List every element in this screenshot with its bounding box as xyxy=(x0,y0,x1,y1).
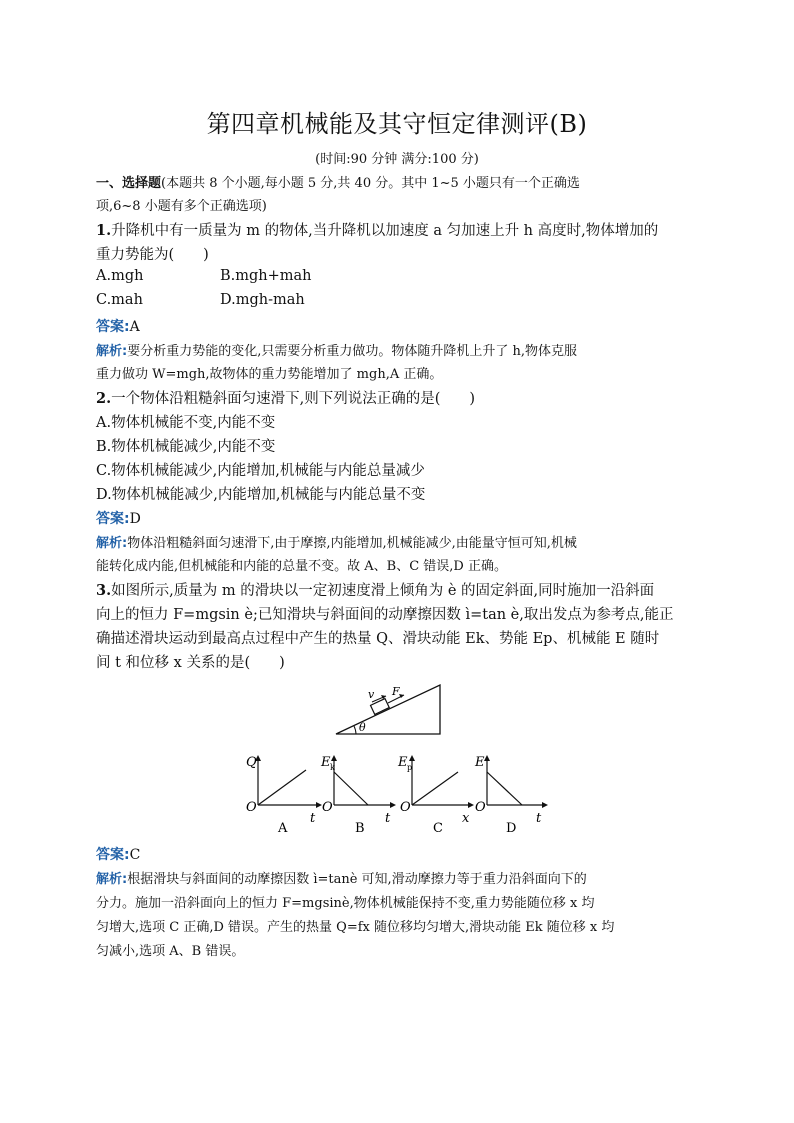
q3-answer-value: C xyxy=(129,847,141,863)
q1-option-d: D.mgh-mah xyxy=(220,292,305,308)
q1-option-a: A.mgh xyxy=(96,268,144,284)
section-desc-2: 项,6~8 小题有多个正确选项) xyxy=(96,199,267,214)
q1-answer-value: A xyxy=(129,319,140,335)
q3-text-3: 确描述滑块运动到最高点过程中产生的热量 Q、滑块动能 Ek、势能 Ep、机械能 E 随时 xyxy=(96,631,660,647)
q1-text-2: 重力势能为( ) xyxy=(96,247,209,263)
q2-option-d: D.物体机械能减少,内能增加,机械能与内能总量不变 xyxy=(96,487,426,503)
q3-expl-text-3: 匀增大,选项 C 正确,D 错误。产生的热量 Q=fx 随位移均匀增大,滑块动能 Ek 随位移 x 均 xyxy=(96,920,615,935)
graph-d-line xyxy=(487,772,522,805)
q3-text-1: 如图所示,质量为 m 的滑块以一定初速度滑上倾角为 è 的固定斜面,同时施加一沿斜面 xyxy=(111,583,655,599)
graph-a-line xyxy=(258,770,306,805)
graph-a-y-label: Q xyxy=(246,755,257,770)
q3-answer-label: 答案: xyxy=(96,847,130,863)
force-label: F xyxy=(392,685,400,698)
graph-c xyxy=(397,755,474,836)
q3-text-4: 间 t 和位移 x 关系的是( ) xyxy=(96,655,285,671)
graph-c-line xyxy=(412,772,458,805)
graph-c-x-label: x xyxy=(462,811,470,826)
graph-b-caption: B xyxy=(355,821,365,836)
q2-expl-text-2: 能转化成内能,但机械能和内能的总量不变。故 A、B、C 错误,D 正确。 xyxy=(96,559,507,574)
velocity-label: v xyxy=(368,688,375,701)
q2-text-1: 一个物体沿粗糙斜面匀速滑下,则下列说法正确的是( ) xyxy=(111,391,476,407)
q1-number: 1. xyxy=(96,222,112,239)
q3-expl-text-4: 匀减小,选项 A、B 错误。 xyxy=(96,944,245,959)
q1-text-1: 升降机中有一质量为 m 的物体,当升降机以加速度 a 匀加速上升 h 高度时,物体增加的 xyxy=(111,223,659,239)
q2-answer-value: D xyxy=(129,511,141,527)
graph-b-y-arrow xyxy=(331,755,337,761)
q1-answer-label: 答案: xyxy=(96,319,130,335)
q2-number: 2. xyxy=(96,390,112,407)
page-title: 第四章机械能及其守恒定律测评(B) xyxy=(206,110,588,138)
q1-option-c: C.mah xyxy=(96,292,143,308)
graph-d-y-label: E xyxy=(475,755,485,770)
q3-explanation-1 xyxy=(96,868,587,887)
graph-c-origin: O xyxy=(400,800,411,815)
graph-b xyxy=(320,755,396,836)
graph-c-y-label: E xyxy=(398,755,408,770)
section-heading: 一、选择题 xyxy=(96,176,162,191)
q3-expl-text-1: 根据滑块与斜面间的动摩擦因数 ì=tanè 可知,滑动摩擦力等于重力沿斜面向下的 xyxy=(127,872,587,887)
q1-expl-text-2: 重力做功 W=mgh,故物体的重力势能增加了 mgh,A 正确。 xyxy=(96,367,443,382)
graph-d-x-arrow xyxy=(542,802,548,808)
q2-option-a: A.物体机械能不变,内能不变 xyxy=(96,415,276,431)
graph-b-origin: O xyxy=(322,800,333,815)
graph-b-line xyxy=(334,772,368,805)
graph-c-x-arrow xyxy=(468,802,474,808)
section-desc-1: (本题共 8 个小题,每小题 5 分,共 40 分。其中 1~5 小题只有一个正确选 xyxy=(161,176,580,191)
incline-triangle xyxy=(336,685,440,734)
graph-d xyxy=(474,755,548,836)
graph-a-caption: A xyxy=(278,821,288,836)
graph-c-caption: C xyxy=(433,821,443,836)
graph-d-origin: O xyxy=(475,800,486,815)
q3-text-2: 向上的恒力 F=mgsin è;已知滑块与斜面间的动摩擦因数 ì=tan è,取出发点为参考点,能正 xyxy=(96,607,674,623)
graph-b-y-label: E xyxy=(321,755,331,770)
q3-number: 3. xyxy=(96,582,112,599)
graph-d-y-arrow xyxy=(484,755,490,761)
graph-b-x-arrow xyxy=(390,802,396,808)
q3-expl-label: 解析: xyxy=(96,872,128,887)
graph-b-x-label: t xyxy=(385,811,391,826)
q2-expl-text-1: 物体沿粗糙斜面匀速滑下,由于摩擦,内能增加,机械能减少,由能量守恒可知,机械 xyxy=(127,536,577,551)
q1-option-b: B.mgh+mah xyxy=(220,268,312,284)
q2-option-b: B.物体机械能减少,内能不变 xyxy=(96,439,276,455)
page-subtitle: (时间:90 分钟 满分:100 分) xyxy=(315,152,479,167)
angle-arc xyxy=(354,726,356,734)
q3-answer xyxy=(96,844,140,864)
theta-label: θ xyxy=(359,721,366,734)
graph-d-caption: D xyxy=(506,821,517,836)
graph-c-y-arrow xyxy=(409,755,415,761)
q1-expl-label: 解析: xyxy=(96,344,128,359)
q2-option-c: C.物体机械能减少,内能增加,机械能与内能总量减少 xyxy=(96,463,425,479)
graph-b-y-sub: k xyxy=(330,763,335,772)
q2-expl-label: 解析: xyxy=(96,536,128,551)
graph-c-y-sub: p xyxy=(407,763,413,772)
q1-expl-text-1: 要分析重力势能的变化,只需要分析重力做功。物体随升降机上升了 h,物体克服 xyxy=(127,344,577,359)
q3-expl-text-2: 分力。施加一沿斜面向上的恒力 F=mgsinè,物体机械能保持不变,重力势能随位移 x 均 xyxy=(96,896,595,911)
q2-answer-label: 答案: xyxy=(96,511,130,527)
graph-d-x-label: t xyxy=(536,811,542,826)
graph-a-x-label: t xyxy=(310,811,316,826)
graph-a-origin: O xyxy=(246,800,257,815)
incline-diagram xyxy=(336,685,440,734)
graph-a xyxy=(246,755,322,836)
